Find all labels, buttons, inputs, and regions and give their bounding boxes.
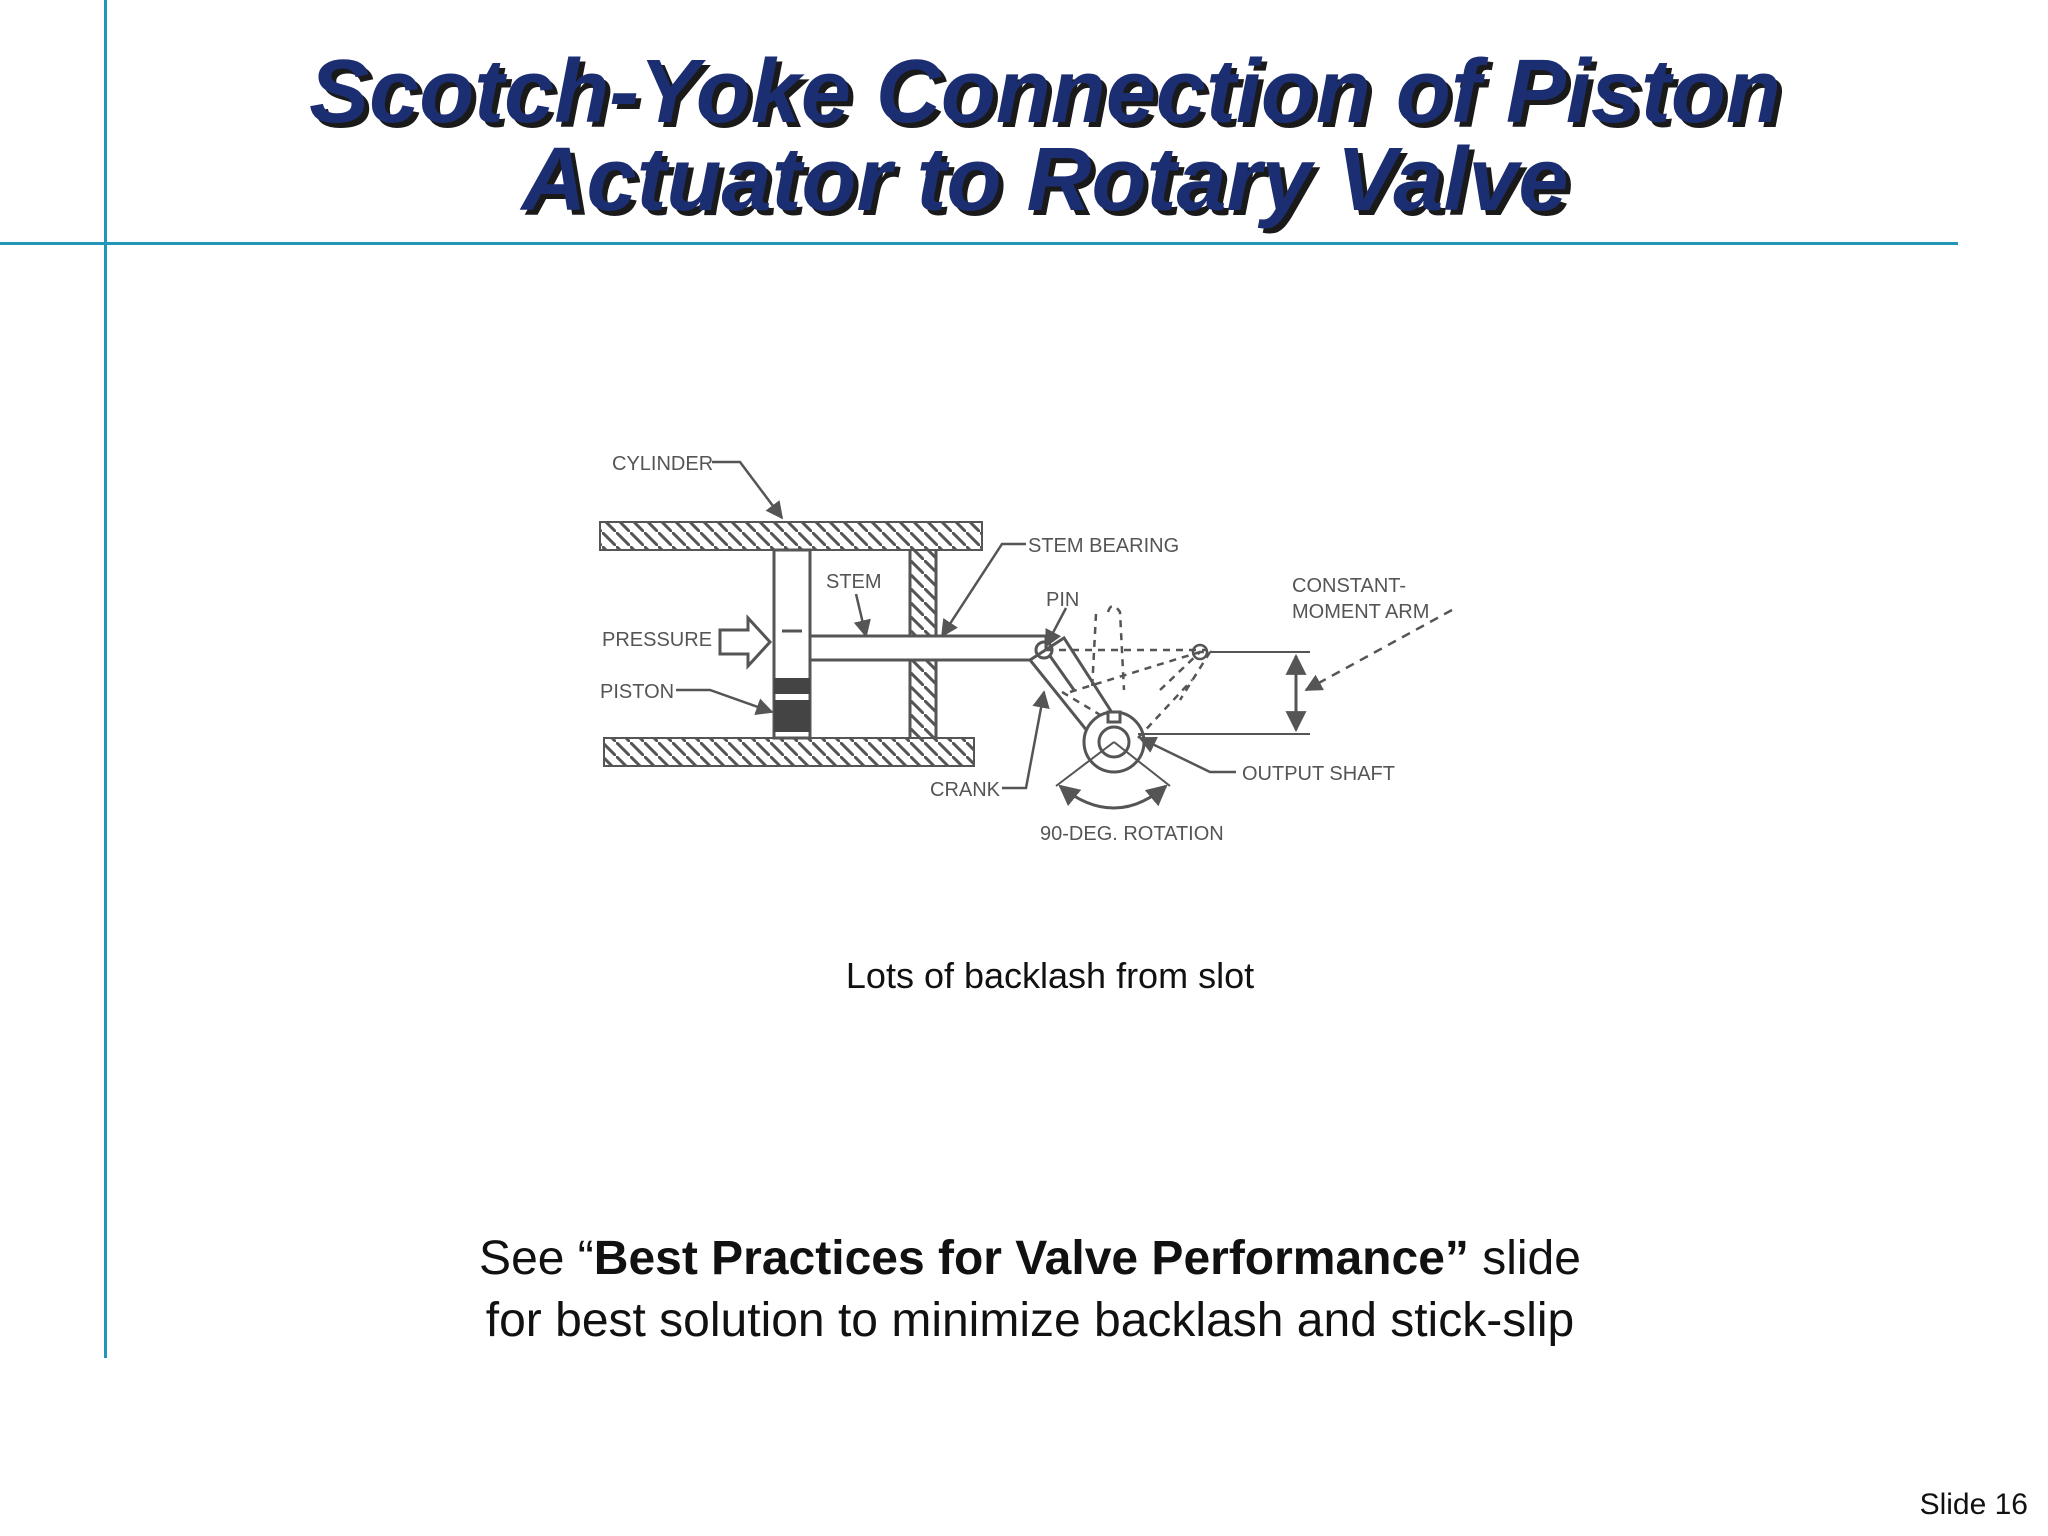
- title-line-2: Actuator to Rotary Valve: [521, 130, 1569, 230]
- cylinder-top-wall: [600, 522, 982, 550]
- label-constant-moment-arm-2: MOMENT ARM: [1292, 601, 1430, 623]
- label-constant-moment-arm-1: CONSTANT-: [1292, 575, 1407, 597]
- label-cylinder: CYLINDER: [612, 453, 714, 475]
- note-suffix: slide: [1468, 1232, 1581, 1285]
- label-crank: CRANK: [930, 779, 1001, 801]
- diagram-caption: Lots of backlash from slot: [845, 955, 1255, 996]
- vertical-accent-line: [104, 0, 107, 1358]
- title-line-1: Scotch-Yoke Connection of Piston: [309, 42, 1781, 142]
- note-bold: Best Practices for Valve Performance”: [593, 1232, 1469, 1285]
- slide-title: [130, 42, 1960, 230]
- rotation-arc: [1060, 786, 1166, 808]
- horizontal-accent-line: [0, 242, 1958, 245]
- note-line-2: for best solution to minimize backlash and stick-slip: [485, 1294, 1575, 1347]
- label-stem-bearing: STEM BEARING: [1028, 535, 1180, 557]
- note-line-1: [300, 1228, 1760, 1290]
- label-piston: PISTON: [600, 681, 675, 703]
- slide-number: Slide 16: [1919, 1488, 2028, 1521]
- best-practices-note: [300, 1228, 1760, 1352]
- cylinder-bottom-wall: [604, 738, 974, 766]
- pressure-arrow: [720, 618, 770, 666]
- scotch-yoke-diagram: [580, 430, 1500, 860]
- stem: [810, 636, 1046, 660]
- label-stem: STEM: [826, 571, 882, 593]
- label-pressure: PRESSURE: [602, 629, 713, 651]
- label-output-shaft: OUTPUT SHAFT: [1242, 763, 1395, 785]
- label-rotation: 90-DEG. ROTATION: [1040, 823, 1224, 845]
- label-pin: PIN: [1046, 589, 1080, 611]
- note-prefix: See “: [479, 1232, 594, 1285]
